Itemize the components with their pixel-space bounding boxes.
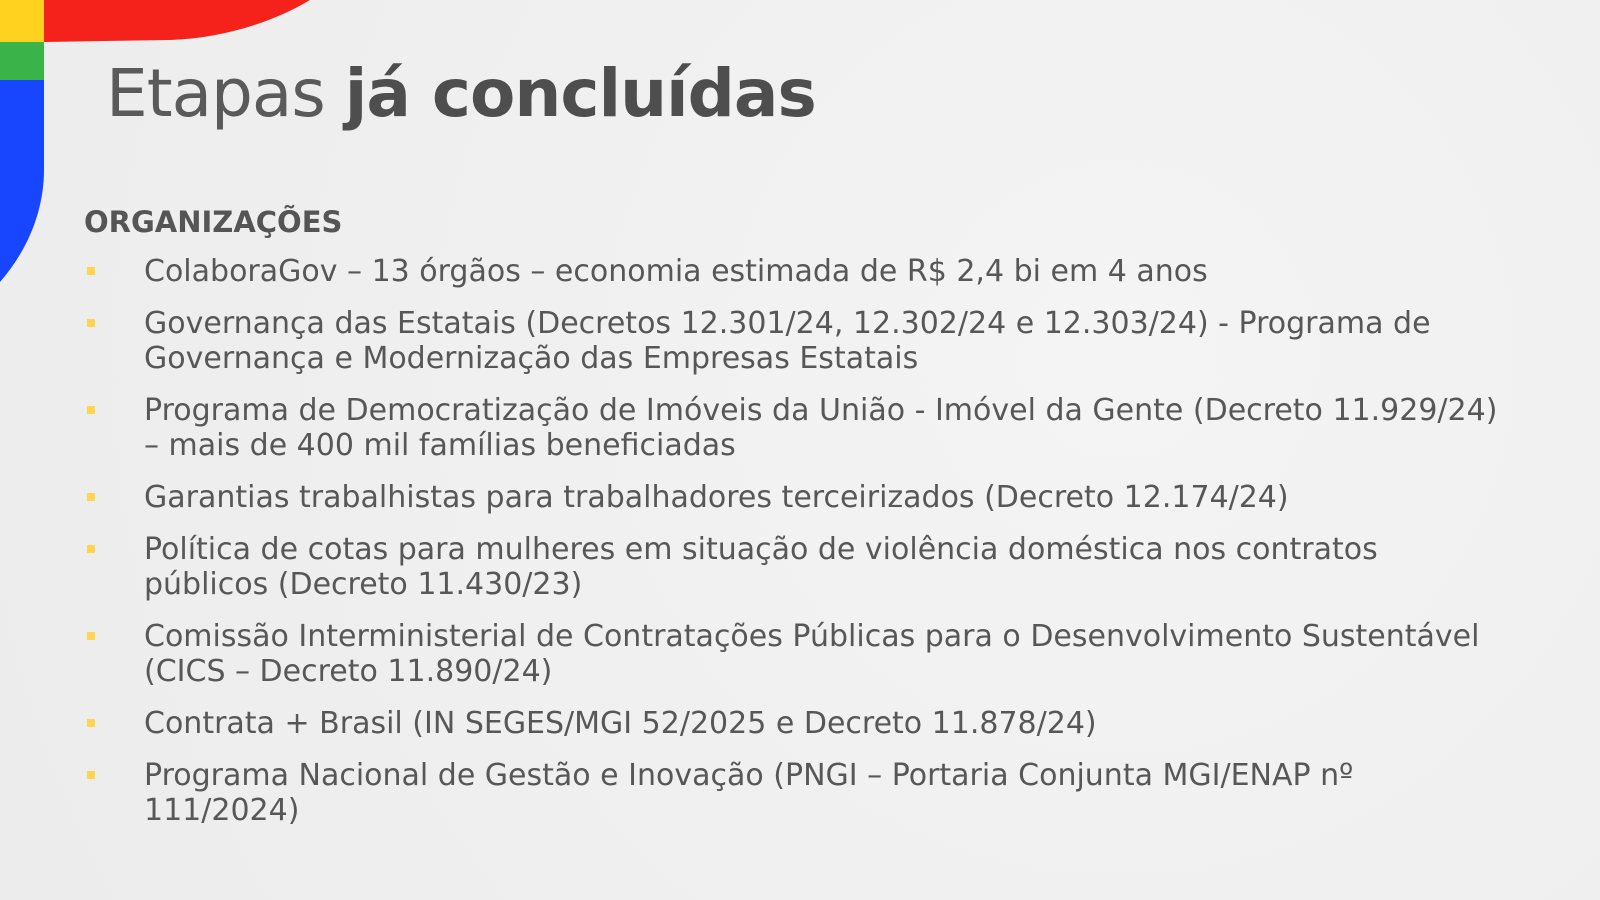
page-title [106,52,816,136]
list-item [84,393,1504,463]
square-bullet-icon [87,319,95,327]
title-bold: já concluídas [344,55,816,132]
list-item [84,532,1504,602]
list-item [84,480,1504,515]
square-bullet-icon [87,545,95,553]
section-heading: ORGANIZAÇÕES [84,205,343,239]
corner-green-square [0,42,44,80]
list-item-text: Programa de Democratização de Imóveis da União - Imóvel da Gente (Decreto 11.929/24) – mais de 400 mil famílias beneficiadas [144,393,1498,463]
square-bullet-icon [87,406,95,414]
corner-yellow-square [0,0,44,42]
list-item-text: Política de cotas para mulheres em situação de violência doméstica nos contratos públicos (Decreto 11.430/23) [144,532,1378,602]
list-item [84,254,1504,289]
list-item-text: Programa Nacional de Gestão e Inovação (PNGI – Portaria Conjunta MGI/ENAP nº 111/2024) [144,758,1354,828]
corner-decoration [0,0,320,290]
corner-blue-arc [0,80,44,282]
title-regular: Etapas [106,55,325,132]
list-item-text: Comissão Interministerial de Contratações Públicas para o Desenvolvimento Sustentável (CICS – Decreto 11.890/24) [144,619,1480,689]
square-bullet-icon [87,632,95,640]
list-item-text: Contrata + Brasil (IN SEGES/MGI 52/2025 e Decreto 11.878/24) [144,706,1097,741]
square-bullet-icon [87,771,95,779]
square-bullet-icon [87,267,95,275]
list-item-text: Governança das Estatais (Decretos 12.301/24, 12.302/24 e 12.303/24) - Programa de Governança e Modernização das Empresas Estatais [144,306,1431,376]
list-item [84,306,1504,376]
list-item [84,619,1504,689]
square-bullet-icon [87,493,95,501]
corner-red-arc [44,0,310,42]
items-list [84,254,1504,845]
square-bullet-icon [87,719,95,727]
list-item-text: ColaboraGov – 13 órgãos – economia estimada de R$ 2,4 bi em 4 anos [144,254,1208,289]
list-item-text: Garantias trabalhistas para trabalhadores terceirizados (Decreto 12.174/24) [144,480,1289,515]
list-item [84,758,1504,828]
list-item [84,706,1504,741]
